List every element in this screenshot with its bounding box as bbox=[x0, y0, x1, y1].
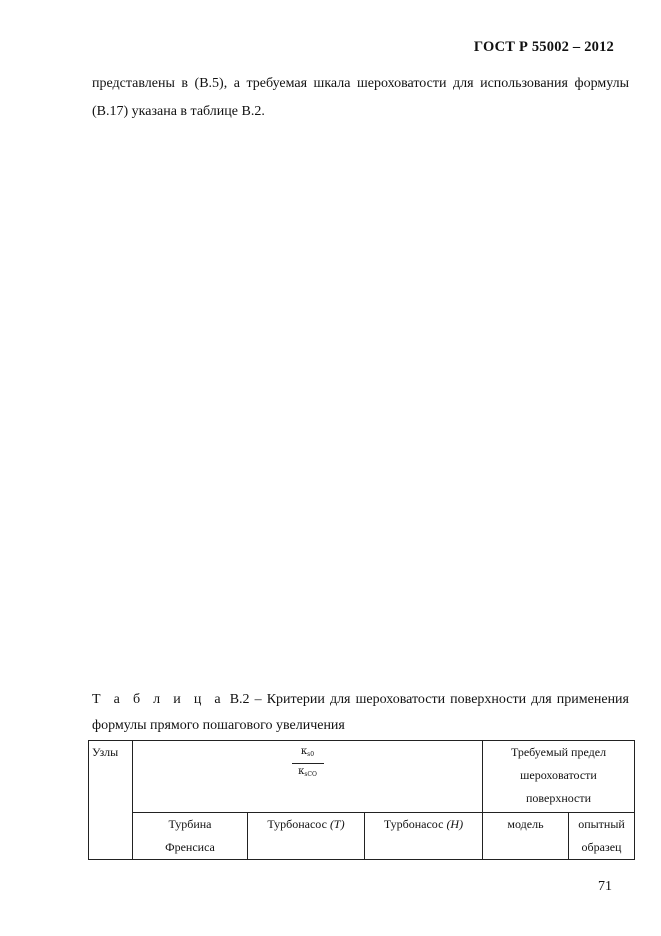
pump-turbine-h-header-cell bbox=[365, 813, 483, 860]
page-number: 71 bbox=[598, 879, 612, 894]
prototype-line: образец bbox=[581, 840, 622, 854]
model-header: модель bbox=[507, 817, 544, 831]
francis-turbine-line: Френсиса bbox=[165, 840, 215, 854]
table-caption-label: Т а б л и ц а bbox=[92, 692, 225, 707]
model-header-cell bbox=[483, 813, 569, 860]
pump-turbine-t-prefix: Турбонасос bbox=[267, 817, 330, 831]
table-caption-line-2: формулы прямого пошагового увеличения bbox=[92, 718, 345, 733]
body-paragraph: представлены в (В.5), а требуемая шкала шероховатости для использования формулы (В.17) указана в таблице В.2. bbox=[92, 76, 629, 119]
kappa-fraction bbox=[292, 741, 324, 782]
criteria-table bbox=[88, 740, 635, 860]
document-header: ГОСТ Р 55002 – 2012 bbox=[473, 39, 614, 55]
table-caption-title: В.2 – Критерии для шероховатости поверхности для применения bbox=[224, 692, 629, 707]
francis-turbine-line: Турбина bbox=[168, 817, 212, 831]
francis-turbine-header-cell bbox=[133, 813, 248, 860]
fraction-denominator: $\kappa_{sCO}$ bbox=[298, 766, 317, 778]
table-caption bbox=[92, 687, 629, 739]
table-caption-line-1 bbox=[92, 687, 629, 713]
prototype-header-cell bbox=[569, 813, 635, 860]
nodes-header: Узлы bbox=[92, 745, 119, 759]
pump-turbine-h-mode: (Н) bbox=[446, 817, 464, 831]
fraction-header-cell bbox=[133, 741, 483, 813]
prototype-line: опытный bbox=[578, 817, 625, 831]
pump-turbine-t-header-cell bbox=[248, 813, 365, 860]
pump-turbine-t-mode: (Т) bbox=[329, 817, 345, 831]
fraction-numerator: $\kappa_{s0}$ bbox=[300, 746, 315, 758]
nodes-header-cell bbox=[89, 741, 133, 860]
required-limit-line: шероховатости bbox=[520, 768, 597, 782]
required-limit-header-cell bbox=[483, 741, 635, 813]
pump-turbine-h-prefix: Турбонасос bbox=[383, 817, 447, 831]
required-limit-line: поверхности bbox=[525, 791, 592, 805]
fraction-bar bbox=[292, 763, 324, 764]
required-limit-line: Требуемый предел bbox=[510, 745, 607, 759]
